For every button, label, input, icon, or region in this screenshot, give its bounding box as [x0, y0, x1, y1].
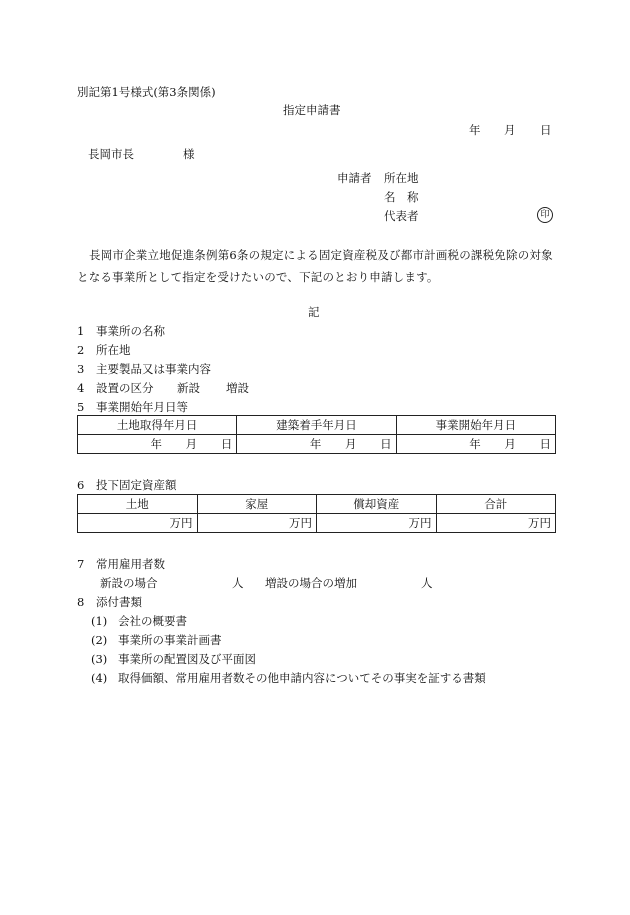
ki-heading: 記 — [308, 305, 320, 319]
attachment-1-text: 会社の概要書 — [118, 614, 187, 628]
assets-header-depreciable: 償却資産 — [317, 495, 437, 514]
item-3-label: 主要製品又は事業内容 — [96, 362, 211, 376]
item-3-number: 3 — [77, 362, 85, 376]
item-6-number: 6 — [77, 478, 85, 492]
assets-value-total: 万円 — [436, 514, 556, 533]
employees-new-unit: 人 — [232, 576, 244, 590]
employees-new-label: 新設の場合 — [100, 576, 158, 590]
attachment-4-text: 取得価額、常用雇用者数その他申請内容についてその事実を証する書類 — [118, 671, 486, 685]
assets-header-total: 合計 — [436, 495, 556, 514]
attachment-4-number: (4) — [91, 671, 108, 685]
option-expansion: 増設 — [226, 381, 249, 395]
employees-increase-label: 増設の場合の増加 — [265, 576, 357, 590]
assets-table — [77, 494, 556, 533]
attachment-2-text: 事業所の事業計画書 — [118, 633, 222, 647]
assets-header-land: 土地 — [78, 495, 198, 514]
item-1-label: 事業所の名称 — [96, 324, 165, 338]
dates-table — [77, 415, 556, 454]
form-number: 別記第1号様式(第3条関係) — [77, 85, 216, 99]
attachment-3-number: (3) — [91, 652, 108, 666]
assets-value-depreciable: 万円 — [317, 514, 437, 533]
date-month: 月 — [504, 123, 516, 137]
addressee-name: 長岡市長 — [88, 147, 134, 161]
item-2-label: 所在地 — [96, 343, 131, 357]
document-title: 指定申請書 — [283, 103, 341, 117]
attachment-1-number: (1) — [91, 614, 108, 628]
dates-value-business-start: 年 月 日 — [396, 435, 555, 454]
item-8-label: 添付書類 — [96, 595, 142, 609]
applicant-name-label: 名 称 — [384, 190, 419, 204]
dates-value-land-acquisition: 年 月 日 — [78, 435, 237, 454]
applicant-address-label: 所在地 — [384, 171, 419, 185]
attachment-3-text: 事業所の配置図及び平面図 — [118, 652, 256, 666]
request-paragraph: 長岡市企業立地促進条例第6条の規定による固定資産税及び都市計画税の課税免除の対象となる事業所として指定を受けたいので、下記のとおり申請します。 — [77, 248, 553, 284]
item-4-label: 設置の区分 — [96, 381, 154, 395]
item-2-number: 2 — [77, 343, 85, 357]
item-7-number: 7 — [77, 557, 85, 571]
item-6-label: 投下固定資産額 — [96, 478, 177, 492]
date-year: 年 — [469, 123, 481, 137]
seal-mark: 印 — [537, 207, 553, 223]
item-4-number: 4 — [77, 381, 85, 395]
applicant-label: 申請者 — [337, 171, 372, 185]
assets-value-building: 万円 — [197, 514, 317, 533]
employees-increase-unit: 人 — [421, 576, 433, 590]
date-day: 日 — [540, 123, 552, 137]
addressee-honorific: 様 — [183, 147, 195, 161]
item-1-number: 1 — [77, 324, 85, 338]
dates-header-construction-start: 建築着手年月日 — [237, 416, 396, 435]
dates-value-construction-start: 年 月 日 — [237, 435, 396, 454]
item-8-number: 8 — [77, 595, 85, 609]
item-5-number: 5 — [77, 400, 85, 414]
dates-header-land-acquisition: 土地取得年月日 — [78, 416, 237, 435]
assets-header-building: 家屋 — [197, 495, 317, 514]
dates-header-business-start: 事業開始年月日 — [396, 416, 555, 435]
item-7-label: 常用雇用者数 — [96, 557, 165, 571]
attachment-2-number: (2) — [91, 633, 108, 647]
assets-value-land: 万円 — [78, 514, 198, 533]
applicant-representative-label: 代表者 — [384, 209, 419, 223]
option-new-establishment: 新設 — [177, 381, 200, 395]
item-5-label: 事業開始年月日等 — [96, 400, 188, 414]
